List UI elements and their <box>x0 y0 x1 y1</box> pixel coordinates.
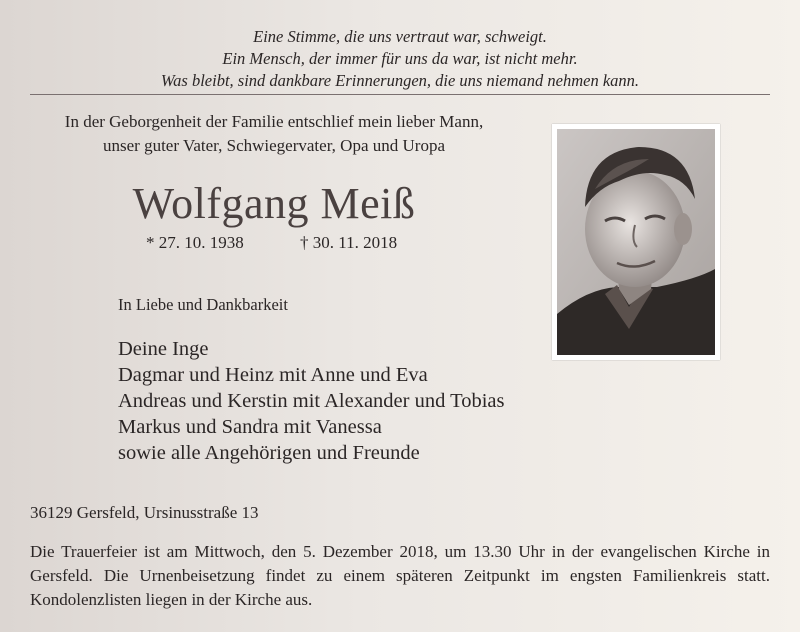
intro-line-2: unser guter Vater, Schwiegervater, Opa und Uropa <box>103 136 445 155</box>
mourner-line: sowie alle Angehörigen und Freunde <box>118 442 420 464</box>
memorial-poem <box>0 26 800 92</box>
mourner-line: Deine Inge <box>118 338 209 360</box>
intro-text <box>14 110 534 158</box>
mourner-line: Andreas und Kerstin mit Alexander und Tobias <box>118 390 505 412</box>
deceased-name: Wolfgang Meiß <box>132 179 416 228</box>
divider-line <box>30 94 770 95</box>
portrait-image <box>557 129 715 355</box>
poem-line-1: Eine Stimme, die uns vertraut war, schweigt. <box>253 27 547 46</box>
death-date: † 30. 11. 2018 <box>300 233 398 252</box>
mourners-list <box>118 336 504 466</box>
mourner-line: Markus und Sandra mit Vanessa <box>118 416 382 438</box>
poem-line-3: Was bleibt, sind dankbare Erinnerungen, die uns niemand nehmen kann. <box>160 71 640 90</box>
birth-date: * 27. 10. 1938 <box>146 233 244 252</box>
mourner-line: Dagmar und Heinz mit Anne und Eva <box>118 364 428 386</box>
funeral-notice: Die Trauerfeier ist am Mittwoch, den 5. Dezember 2018, um 13.30 Uhr in der evangelischen Kirche in Gersfeld. Die Urnenbeisetzung findet zu einem späteren Zeitpunkt im engsten Familienkreis statt. Kondolenzlisten liegen in der Kirche aus. <box>30 542 770 609</box>
intro-line-1: In der Geborgenheit der Familie entschlief mein lieber Mann, <box>64 112 484 131</box>
thanks-line: In Liebe und Dankbarkeit <box>118 295 288 314</box>
address: 36129 Gersfeld, Ursinusstraße 13 <box>30 503 259 522</box>
portrait-photo <box>552 124 720 360</box>
poem-line-2: Ein Mensch, der immer für uns da war, ist nicht mehr. <box>222 49 578 68</box>
